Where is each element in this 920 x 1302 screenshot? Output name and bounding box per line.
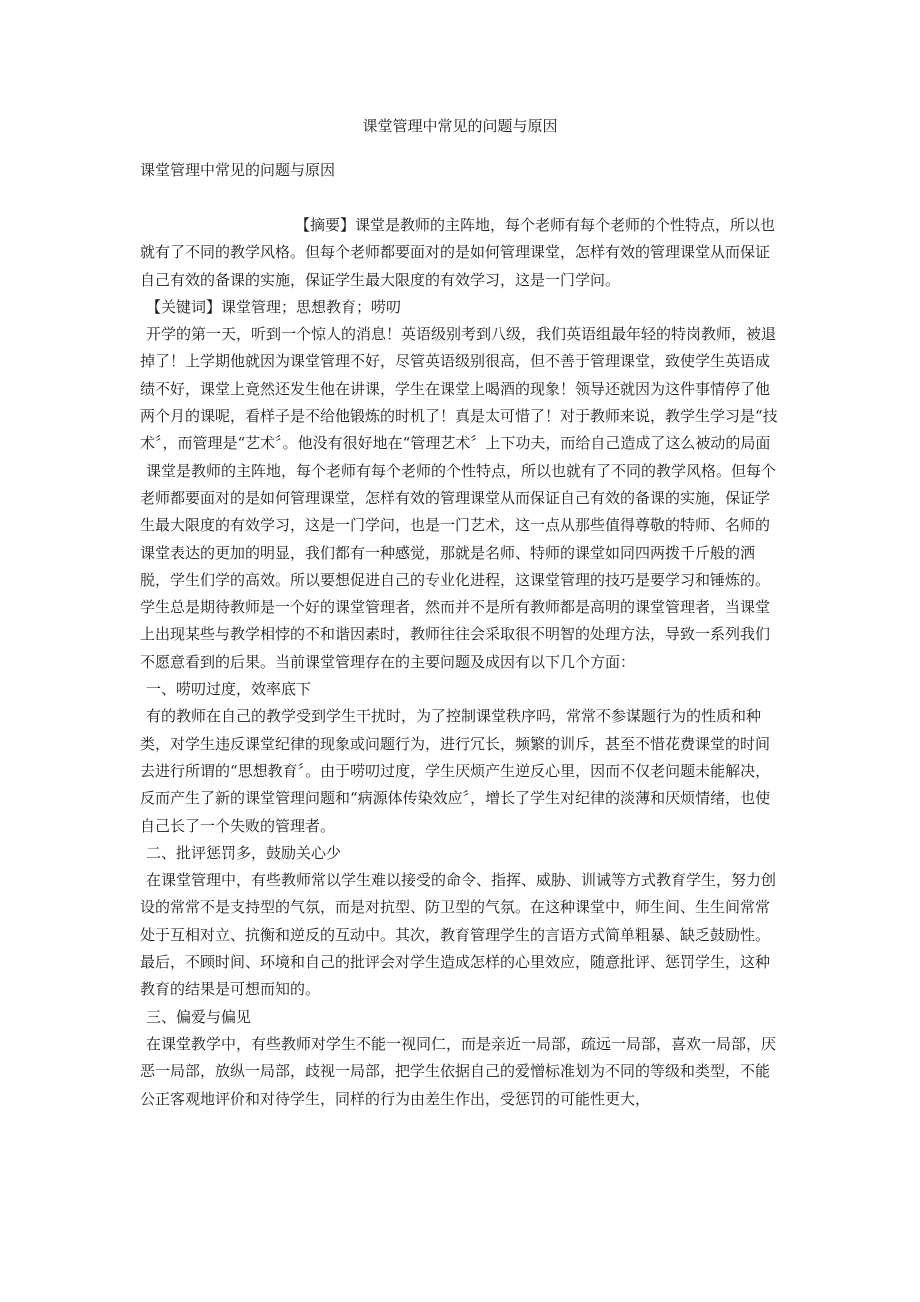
abstract-paragraph	[140, 212, 780, 294]
section-text-2: 在课堂管理中，有些教师常以学生难以接受的命令、指挥、威胁、训诫等方式教育学生，努力创设的常常不是支持型的气氛，而是对抗型、防卫型的气氛。在这种课堂中，师生间、生生间常常处于互相对立、抗衡和逆反的互动中。其次，教育管理学生的言语方式简单粗暴、缺乏鼓励性。最后，不顾时间、环境和自己的批评会对学生造成怎样的心里效应，随意批评、惩罚学生，这种教育的结果是可想而知的。	[140, 871, 777, 999]
document-title: 课堂管理中常见的问题与原因	[362, 117, 558, 135]
body-paragraph-intro: 开学的第一天，听到一个惊人的消息！英语级别考到八级，我们英语组最年轻的特岗教师，被退掉了！上学期他就因为课堂管理不好，尽管英语级别很高，但不善于管理课堂，致使学生英语成绩不好，课堂上竟然还发生他在讲课，学生在课堂上喝酒的现象！领导还就因为这件事情停了他两个月的课呢，看样子是不给他锻炼的时机了！真是太可惜了！对于教师来说，教学生学习是“技术〞，而管理是“艺术〞。他没有很好地在“管理艺术〞上下功夫，而给自己造成了这么被动的局面	[140, 325, 778, 453]
abstract-label: 【摘要】	[295, 216, 356, 234]
section-heading-1: 一、唠叨过度，效率底下	[146, 680, 312, 699]
document-subtitle: 课堂管理中常见的问题与原因	[140, 161, 336, 179]
abstract-text: 课堂是教师的主阵地，每个老师有每个老师的个性特点，所以也就有了不同的教学风格。但每个老师都要面对的是如何管理课堂，怎样有效的管理课堂从而保证自己有效的备课的实施，保证学生最大限度的有效学习，这是一门学问。	[140, 216, 776, 289]
keywords-text: 课堂管理；思想教育；唠叨	[221, 297, 402, 316]
document-body	[140, 212, 780, 1113]
keywords-paragraph	[140, 294, 780, 321]
body-paragraph-main: 课堂是教师的主阵地，每个老师有每个老师的个性特点，所以也就有了不同的教学风格。但每个老师都要面对的是如何管理课堂，怎样有效的管理课堂从而保证自己有效的备课的实施，保证学生最大限度的有效学习，这是一门学问，也是一门艺术，这一点从那些值得尊敬的特师、名师的课堂表达的更加的明显，我们都有一种感觉，那就是名师、特师的课堂如同四两拨千斤般的洒脱，学生们学的高效。所以要想促进自己的专业化进程，这课堂管理的技巧是要学习和锤炼的。学生总是期待教师是一个好的课堂管理者，然而并不是所有教师都是高明的课堂管理者，当课堂上出现某些与教学相悖的不和谐因素时，教师往往会采取很不明智的处理方法，导致一系列我们不愿意看到的后果。当前课堂管理存在的主要问题及成因有以下几个方面：	[140, 461, 777, 671]
keywords-label: 【关键词】	[146, 297, 222, 316]
section-heading-2: 二、批评惩罚多，鼓励关心少	[146, 843, 342, 862]
section-heading-3: 三、偏爱与偏见	[146, 1007, 252, 1026]
section-text-3: 在课堂教学中，有些教师对学生不能一视同仁，而是亲近一局部，疏远一局部，喜欢一局部，厌恶一局部，放纵一局部，歧视一局部，把学生依据自己的爱憎标准划为不同的等级和类型，不能公正客观地评价和对待学生，同样的行为由差生作出，受惩罚的可能性更大，	[140, 1034, 777, 1108]
section-text-1: 有的教师在自己的教学受到学生干扰时，为了控制课堂秩序吗，常常不参谋题行为的性质和种类，对学生违反课堂纪律的现象或问题行为，进行冗长，频繁的训斥，甚至不惜花费课堂的时间去进行所谓的“思想教育〞。由于唠叨过度，学生厌烦产生逆反心里，因而不仅老问题未能解决，反而产生了新的课堂管理问题和“病源体传染效应〞，增长了学生对纪律的淡薄和厌烦情绪，也使自己长了一个失败的管理者。	[140, 707, 771, 835]
